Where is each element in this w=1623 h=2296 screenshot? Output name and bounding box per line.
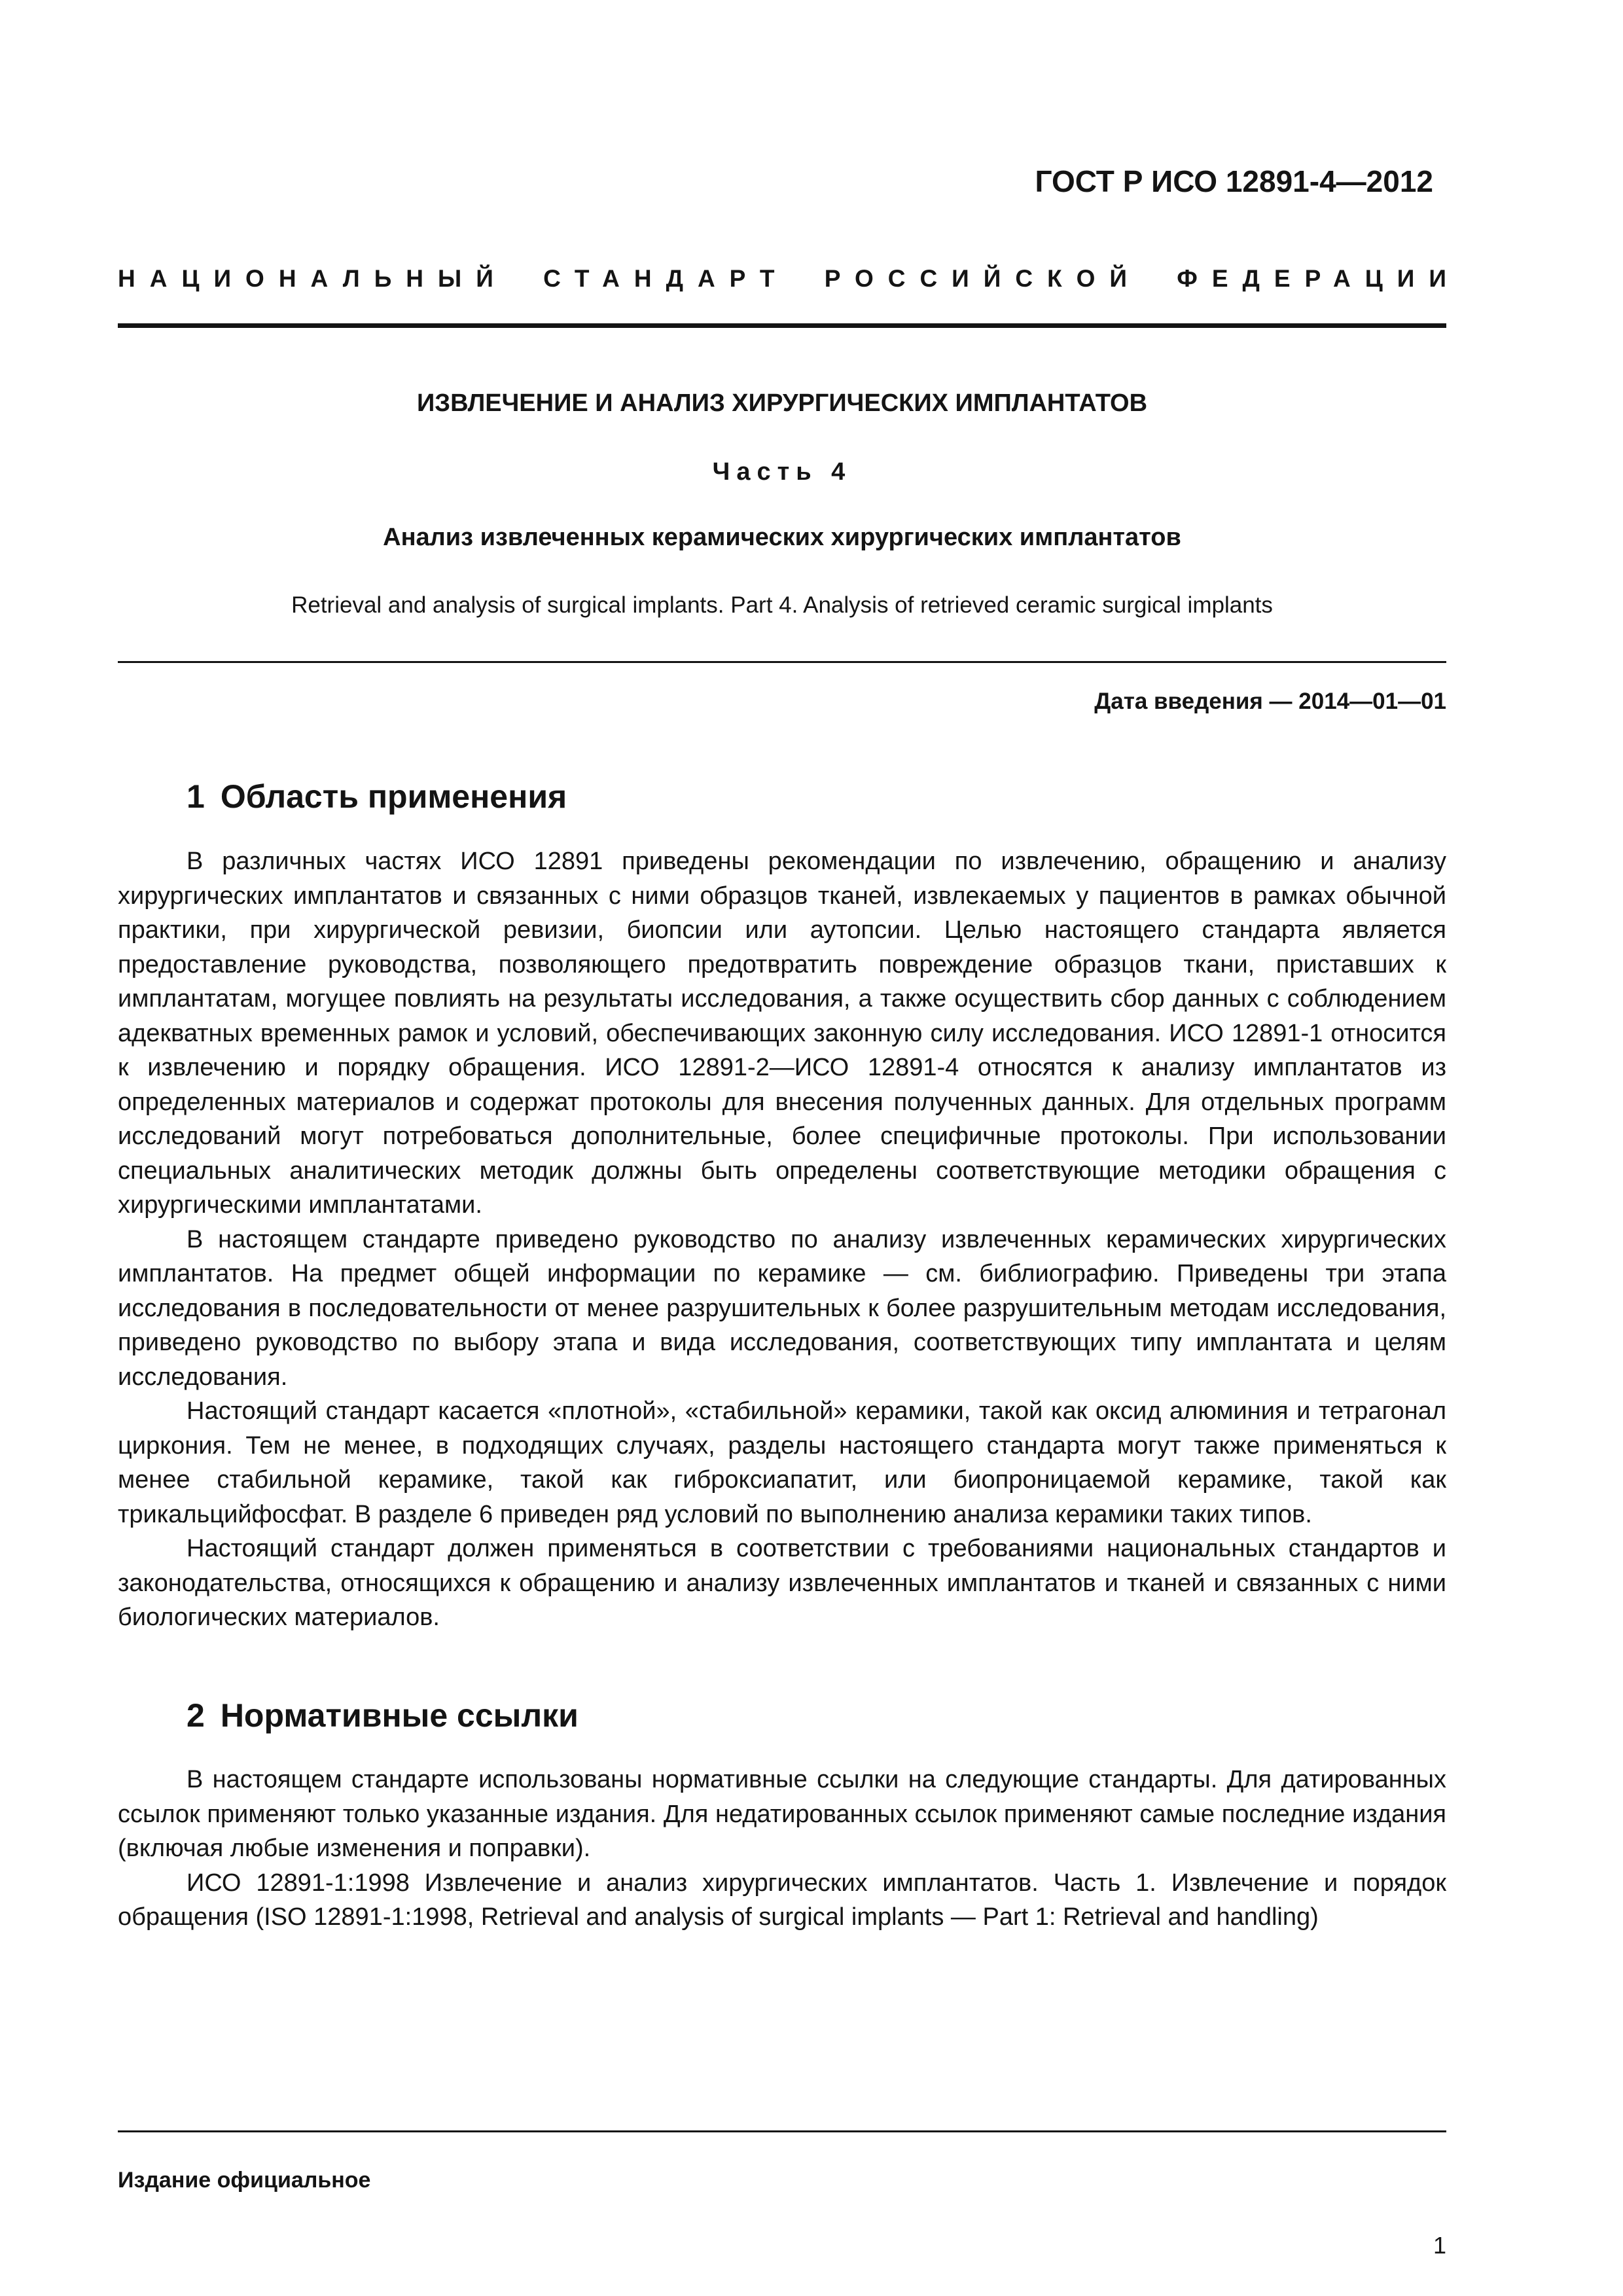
paragraph: ИСО 12891-1:1998 Извлечение и анализ хирургических имплантатов. Часть 1. Извлечение и порядок обращения (ISO 12891-1:1998, Retrieval and analysis of surgical implants — Part 1: Retrieval and handling) — [118, 1869, 1446, 1931]
document-part: Часть 4 — [712, 458, 852, 486]
banner-word: РОССИЙСКОЙ — [824, 265, 1142, 292]
banner-word: ФЕДЕРАЦИИ — [1177, 265, 1461, 292]
banner-word: НАЦИОНАЛЬНЫЙ — [118, 265, 508, 292]
paragraph: В различных частях ИСО 12891 приведены рекомендации по извлечению, обращению и анализу хирургических имплантатов и связанных с ними образцов тканей, извлекаемых у пациентов в рамках обычной практики, при хирургической ревизии, биопсии или аутопсии. Целью настоящего стандарта является предоставление руководства, позволяющего предотвратить повреждение образцов ткани, приставших к имплантатам, могущее повлиять на результаты исследования, а также осуществить сбор данных с соблюдением адекватных временных рамок и условий, обеспечивающих законную силу исследования. ИСО 12891-1 относится к извлечению и порядку обращения. ИСО 12891-2—ИСО 12891-4 относятся к анализу имплантатов из определенных материалов и содержат протоколы для внесения полученных данных. Для отдельных программ исследований могут потребоваться дополнительные, более специфичные протоколы. При использовании специальных аналитических методик должны быть определены соответствующие методики обращения с хирургическими имплантатами. — [118, 848, 1446, 1219]
paragraph: Настоящий стандарт касается «плотной», «стабильной» керамики, такой как оксид алюминия и тетрагонал циркония. Тем не менее, в подходящих случаях, разделы настоящего стандарта могут также применяться к менее стабильной керамике, такой как гиброксиапатит, или биопроницаемой керамике, такой как трикальцийфосфат. В разделе 6 приведен ряд условий по выполнению анализа керамики таких типов. — [118, 1397, 1446, 1528]
section-title: Нормативные ссылки — [220, 1697, 579, 1734]
document-subtitle: Анализ извлеченных керамических хирургических имплантатов — [383, 524, 1181, 551]
national-standard-banner — [118, 265, 1461, 293]
footer-rule — [118, 2130, 1446, 2132]
page-number: 1 — [1433, 2232, 1446, 2259]
header-rule — [118, 323, 1446, 328]
section-number: 1 — [187, 778, 205, 815]
section-number: 2 — [187, 1697, 205, 1734]
banner-word: СТАНДАРТ — [543, 265, 789, 292]
document-title: ИЗВЛЕЧЕНИЕ И АНАЛИЗ ХИРУРГИЧЕСКИХ ИМПЛАНТАТОВ — [416, 389, 1148, 417]
document-code: ГОСТ Р ИСО 12891-4—2012 — [1035, 164, 1433, 198]
title-rule — [118, 661, 1446, 663]
section-body-scope — [118, 844, 1446, 1635]
document-title-english: Retrieval and analysis of surgical implants. Part 4. Analysis of retrieved ceramic surgical implants — [291, 592, 1273, 618]
section-title: Область применения — [220, 778, 567, 815]
edition-label: Издание официальное — [118, 2168, 371, 2193]
section-body-references — [118, 1763, 1446, 1935]
section-heading-references — [187, 1696, 579, 1734]
introduction-date: Дата введения — 2014—01—01 — [1094, 689, 1446, 714]
paragraph: В настоящем стандарте приведено руководство по анализу извлеченных керамических хирургических имплантатов. На предмет общей информации по керамике — см. библиографию. Приведены три этапа исследования в последовательности от менее разрушительных к более разрушительным методам исследования, приведено руководство по выбору этапа и вида исследования, соответствующих типу имплантата и целям исследования. — [118, 1225, 1446, 1391]
section-heading-scope — [187, 778, 567, 816]
paragraph: В настоящем стандарте использованы нормативные ссылки на следующие стандарты. Для датированных ссылок применяют только указанные издания. Для недатированных ссылок применяют самые последние издания (включая любые изменения и поправки). — [118, 1766, 1446, 1862]
paragraph: Настоящий стандарт должен применяться в соответствии с требованиями национальных стандартов и законодательства, относящихся к обращению и анализу извлеченных имплантатов и тканей и связанных с ними биологических материалов. — [118, 1535, 1446, 1631]
